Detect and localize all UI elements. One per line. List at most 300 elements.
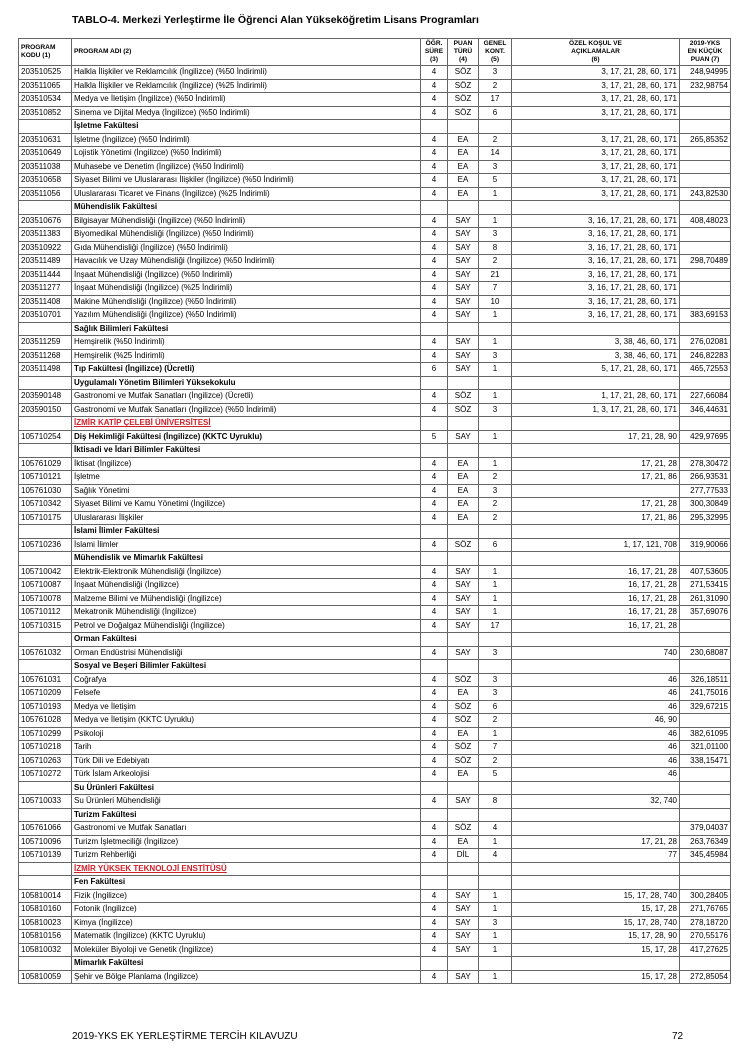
empty-cell <box>448 660 479 674</box>
conditions: 3, 17, 21, 28, 60, 171 <box>512 79 680 93</box>
score-type: SAY <box>448 889 479 903</box>
quota: 3 <box>479 228 512 242</box>
program-duration: 4 <box>421 970 448 984</box>
empty-cell <box>448 376 479 390</box>
program-name: Havacılık ve Uzay Mühendisliği (İngilizce) (%50 İndirimli) <box>72 255 421 269</box>
header-duration: ÖĞR. SÜRE (3) <box>421 39 448 66</box>
program-duration: 4 <box>421 916 448 930</box>
university-name: İZMİR YÜKSEK TEKNOLOJİ ENSTİTÜSÜ <box>72 862 421 876</box>
program-code: 203510922 <box>19 241 72 255</box>
empty-cell <box>448 808 479 822</box>
empty-cell <box>512 201 680 215</box>
conditions: 5, 17, 21, 28, 60, 171 <box>512 363 680 377</box>
min-score <box>680 268 731 282</box>
program-duration: 4 <box>421 282 448 296</box>
score-type: SAY <box>448 268 479 282</box>
program-row <box>19 174 731 188</box>
quota: 2 <box>479 754 512 768</box>
quota: 2 <box>479 79 512 93</box>
empty-cell <box>512 376 680 390</box>
min-score <box>680 768 731 782</box>
program-row <box>19 93 731 107</box>
empty-cell <box>448 525 479 539</box>
quota: 7 <box>479 741 512 755</box>
quota: 1 <box>479 727 512 741</box>
conditions: 3, 17, 21, 28, 60, 171 <box>512 133 680 147</box>
quota: 8 <box>479 795 512 809</box>
program-row <box>19 228 731 242</box>
program-name: Halkla İlişkiler ve Reklamcılık (İngilizce) (%50 İndirimli) <box>72 66 421 80</box>
program-code: 105761032 <box>19 646 72 660</box>
quota: 21 <box>479 268 512 282</box>
conditions: 17, 21, 28, 90 <box>512 430 680 444</box>
empty-cell <box>680 781 731 795</box>
conditions <box>512 484 680 498</box>
program-duration: 4 <box>421 336 448 350</box>
min-score: 383,69153 <box>680 309 731 323</box>
program-row <box>19 889 731 903</box>
conditions: 3, 17, 21, 28, 60, 171 <box>512 106 680 120</box>
faculty-header-row <box>19 201 731 215</box>
program-name: Gastronomi ve Mutfak Sanatları <box>72 822 421 836</box>
score-type: SÖZ <box>448 538 479 552</box>
program-code: 203511408 <box>19 295 72 309</box>
program-row <box>19 484 731 498</box>
program-duration: 4 <box>421 174 448 188</box>
quota: 3 <box>479 687 512 701</box>
program-duration: 4 <box>421 187 448 201</box>
program-name: İnşaat Mühendisliği (İngilizce) (%25 İndirimli) <box>72 282 421 296</box>
program-name: Sinema ve Dijital Medya (İngilizce) (%50 İndirimli) <box>72 106 421 120</box>
min-score: 261,31090 <box>680 592 731 606</box>
quota: 1 <box>479 214 512 228</box>
score-type: SÖZ <box>448 403 479 417</box>
program-code: 203510852 <box>19 106 72 120</box>
conditions: 3, 16, 17, 21, 28, 60, 171 <box>512 241 680 255</box>
program-duration: 4 <box>421 741 448 755</box>
program-duration: 4 <box>421 390 448 404</box>
empty-cell <box>19 120 72 134</box>
quota: 14 <box>479 147 512 161</box>
score-type: SAY <box>448 228 479 242</box>
min-score: 408,48023 <box>680 214 731 228</box>
faculty-name: İşletme Fakültesi <box>72 120 421 134</box>
quota: 7 <box>479 282 512 296</box>
program-duration: 4 <box>421 79 448 93</box>
min-score <box>680 282 731 296</box>
empty-cell <box>448 781 479 795</box>
min-score: 246,82283 <box>680 349 731 363</box>
conditions: 15, 17, 28 <box>512 970 680 984</box>
header-score-type: PUAN TÜRÜ (4) <box>448 39 479 66</box>
faculty-name: İktisadi ve İdari Bilimler Fakültesi <box>72 444 421 458</box>
program-duration: 4 <box>421 295 448 309</box>
program-code: 105710112 <box>19 606 72 620</box>
conditions: 3, 17, 21, 28, 60, 171 <box>512 187 680 201</box>
quota: 2 <box>479 511 512 525</box>
program-name: Bilgisayar Mühendisliği (İngilizce) (%50 İndirimli) <box>72 214 421 228</box>
score-type: SAY <box>448 363 479 377</box>
faculty-name: Mühendislik Fakültesi <box>72 201 421 215</box>
faculty-name: Mühendislik ve Mimarlık Fakültesi <box>72 552 421 566</box>
empty-cell <box>512 552 680 566</box>
empty-cell <box>512 322 680 336</box>
empty-cell <box>680 808 731 822</box>
program-row <box>19 822 731 836</box>
min-score: 300,30849 <box>680 498 731 512</box>
program-code: 105761028 <box>19 714 72 728</box>
empty-cell <box>479 633 512 647</box>
empty-cell <box>680 862 731 876</box>
empty-cell <box>448 444 479 458</box>
min-score <box>680 619 731 633</box>
program-name: Lojistik Yönetimi (İngilizce) (%50 İndirimli) <box>72 147 421 161</box>
empty-cell <box>512 781 680 795</box>
conditions: 3, 16, 17, 21, 28, 60, 171 <box>512 295 680 309</box>
conditions: 17, 21, 28 <box>512 457 680 471</box>
quota: 3 <box>479 646 512 660</box>
faculty-header-row <box>19 633 731 647</box>
program-name: Sağlık Yönetimi <box>72 484 421 498</box>
faculty-name: Mimarlık Fakültesi <box>72 957 421 971</box>
score-type: SAY <box>448 214 479 228</box>
program-name: İşletme (İngilizce) (%50 İndirimli) <box>72 133 421 147</box>
empty-cell <box>19 633 72 647</box>
score-type: SAY <box>448 930 479 944</box>
score-type: SAY <box>448 916 479 930</box>
empty-cell <box>19 781 72 795</box>
footer-guide-title: 2019-YKS EK YERLEŞTİRME TERCİH KILAVUZU <box>72 1031 298 1042</box>
score-type: SAY <box>448 309 479 323</box>
score-type: SAY <box>448 565 479 579</box>
score-type: EA <box>448 687 479 701</box>
empty-cell <box>19 660 72 674</box>
min-score: 230,68087 <box>680 646 731 660</box>
min-score <box>680 93 731 107</box>
empty-cell <box>421 552 448 566</box>
conditions: 3, 16, 17, 21, 28, 60, 171 <box>512 214 680 228</box>
conditions: 740 <box>512 646 680 660</box>
quota: 3 <box>479 916 512 930</box>
score-type: SÖZ <box>448 93 479 107</box>
program-code: 105710209 <box>19 687 72 701</box>
min-score: 248,94995 <box>680 66 731 80</box>
empty-cell <box>421 322 448 336</box>
conditions: 17, 21, 86 <box>512 471 680 485</box>
program-code: 105710042 <box>19 565 72 579</box>
program-row <box>19 457 731 471</box>
program-row <box>19 835 731 849</box>
score-type: SAY <box>448 579 479 593</box>
program-duration: 4 <box>421 403 448 417</box>
quota: 1 <box>479 592 512 606</box>
program-name: Psikoloji <box>72 727 421 741</box>
program-duration: 4 <box>421 93 448 107</box>
program-code: 203511489 <box>19 255 72 269</box>
faculty-name: Turizm Fakültesi <box>72 808 421 822</box>
program-duration: 4 <box>421 66 448 80</box>
min-score: 265,85352 <box>680 133 731 147</box>
program-name: İslami İlimler <box>72 538 421 552</box>
quota: 1 <box>479 970 512 984</box>
program-duration: 4 <box>421 889 448 903</box>
program-name: Malzeme Bilimi ve Mühendisliği (İngilizce) <box>72 592 421 606</box>
program-name: Yazılım Mühendisliği (İngilizce) (%50 İndirimli) <box>72 309 421 323</box>
program-duration: 4 <box>421 700 448 714</box>
empty-cell <box>448 201 479 215</box>
faculty-name: Sağlık Bilimleri Fakültesi <box>72 322 421 336</box>
faculty-header-row <box>19 808 731 822</box>
score-type: EA <box>448 835 479 849</box>
score-type: SÖZ <box>448 390 479 404</box>
program-name: Petrol ve Doğalgaz Mühendisliği (İngilizce) <box>72 619 421 633</box>
program-name: Su Ürünleri Mühendisliği <box>72 795 421 809</box>
program-row <box>19 511 731 525</box>
header-quota: GENEL KONT. (5) <box>479 39 512 66</box>
program-row <box>19 592 731 606</box>
program-row <box>19 241 731 255</box>
empty-cell <box>421 120 448 134</box>
quota: 1 <box>479 903 512 917</box>
min-score <box>680 106 731 120</box>
program-name: Uluslararası İlişkiler <box>72 511 421 525</box>
program-name: Elektrik-Elektronik Mühendisliği (İngilizce) <box>72 565 421 579</box>
page-number: 72 <box>672 1031 684 1042</box>
conditions: 32, 740 <box>512 795 680 809</box>
score-type: SAY <box>448 255 479 269</box>
program-row <box>19 133 731 147</box>
quota: 2 <box>479 714 512 728</box>
conditions: 46 <box>512 741 680 755</box>
conditions: 3, 17, 21, 28, 60, 171 <box>512 160 680 174</box>
conditions: 46 <box>512 687 680 701</box>
program-duration: 4 <box>421 471 448 485</box>
table-body <box>19 66 731 984</box>
program-duration: 4 <box>421 160 448 174</box>
empty-cell <box>680 444 731 458</box>
program-name: Siyaset Bilimi ve Uluslararası İlişkiler (İngilizce) (%50 İndirimli) <box>72 174 421 188</box>
score-type: SAY <box>448 619 479 633</box>
conditions: 3, 16, 17, 21, 28, 60, 171 <box>512 268 680 282</box>
empty-cell <box>479 781 512 795</box>
min-score: 241,75016 <box>680 687 731 701</box>
score-type: EA <box>448 727 479 741</box>
program-code: 203510649 <box>19 147 72 161</box>
empty-cell <box>19 201 72 215</box>
program-name: Gastronomi ve Mutfak Sanatları (İngilizce) (Ücretli) <box>72 390 421 404</box>
conditions: 16, 17, 21, 28 <box>512 619 680 633</box>
program-name: Moleküler Biyoloji ve Genetik (İngilizce) <box>72 943 421 957</box>
program-row <box>19 579 731 593</box>
header-conditions: ÖZEL KOŞUL VE AÇIKLAMALAR (6) <box>512 39 680 66</box>
program-code: 105710299 <box>19 727 72 741</box>
program-duration: 4 <box>421 768 448 782</box>
quota: 1 <box>479 889 512 903</box>
conditions: 46, 90 <box>512 714 680 728</box>
empty-cell <box>479 376 512 390</box>
score-type: SÖZ <box>448 79 479 93</box>
program-code: 203511277 <box>19 282 72 296</box>
program-row <box>19 943 731 957</box>
min-score: 276,02081 <box>680 336 731 350</box>
program-code: 105761031 <box>19 673 72 687</box>
score-type: SAY <box>448 241 479 255</box>
program-row <box>19 147 731 161</box>
empty-cell <box>680 120 731 134</box>
conditions: 1, 17, 21, 28, 60, 171 <box>512 390 680 404</box>
empty-cell <box>421 660 448 674</box>
quota: 2 <box>479 498 512 512</box>
program-code: 105710139 <box>19 849 72 863</box>
quota: 3 <box>479 673 512 687</box>
program-row <box>19 619 731 633</box>
program-code: 105761030 <box>19 484 72 498</box>
min-score: 278,30472 <box>680 457 731 471</box>
program-code: 105810014 <box>19 889 72 903</box>
university-header-row <box>19 862 731 876</box>
program-code: 105710121 <box>19 471 72 485</box>
empty-cell <box>680 525 731 539</box>
faculty-header-row <box>19 120 731 134</box>
program-duration: 4 <box>421 646 448 660</box>
program-name: Tarih <box>72 741 421 755</box>
program-duration: 4 <box>421 592 448 606</box>
program-name: Felsefe <box>72 687 421 701</box>
quota: 6 <box>479 538 512 552</box>
empty-cell <box>448 862 479 876</box>
program-duration: 4 <box>421 457 448 471</box>
empty-cell <box>512 633 680 647</box>
conditions: 15, 17, 28 <box>512 903 680 917</box>
min-score: 232,98754 <box>680 79 731 93</box>
program-code: 105761066 <box>19 822 72 836</box>
conditions: 3, 17, 21, 28, 60, 171 <box>512 147 680 161</box>
empty-cell <box>512 525 680 539</box>
empty-cell <box>19 876 72 890</box>
faculty-name: Su Ürünleri Fakültesi <box>72 781 421 795</box>
score-type: EA <box>448 133 479 147</box>
conditions: 3, 17, 21, 28, 60, 171 <box>512 174 680 188</box>
score-type: SÖZ <box>448 66 479 80</box>
min-score: 417,27625 <box>680 943 731 957</box>
program-code: 203590150 <box>19 403 72 417</box>
program-duration: 4 <box>421 133 448 147</box>
program-name: Kimya (İngilizce) <box>72 916 421 930</box>
score-type: SÖZ <box>448 754 479 768</box>
program-name: Hemşirelik (%25 İndirimli) <box>72 349 421 363</box>
program-code: 203511065 <box>19 79 72 93</box>
faculty-header-row <box>19 781 731 795</box>
program-duration: 4 <box>421 795 448 809</box>
program-row <box>19 714 731 728</box>
score-type: SAY <box>448 903 479 917</box>
conditions: 46 <box>512 673 680 687</box>
program-name: Fizik (İngilizce) <box>72 889 421 903</box>
quota: 3 <box>479 66 512 80</box>
empty-cell <box>512 808 680 822</box>
empty-cell <box>19 417 72 431</box>
program-row <box>19 403 731 417</box>
empty-cell <box>421 957 448 971</box>
empty-cell <box>680 552 731 566</box>
quota: 1 <box>479 336 512 350</box>
conditions: 17, 21, 28 <box>512 835 680 849</box>
empty-cell <box>512 120 680 134</box>
program-duration: 4 <box>421 309 448 323</box>
program-row <box>19 309 731 323</box>
min-score <box>680 160 731 174</box>
program-name: Diş Hekimliği Fakültesi (İngilizce) (KKTC Uyruklu) <box>72 430 421 444</box>
conditions: 16, 17, 21, 28 <box>512 579 680 593</box>
empty-cell <box>479 120 512 134</box>
score-type: SAY <box>448 282 479 296</box>
header-min-score: 2019-YKS EN KÜÇÜK PUAN (7) <box>680 39 731 66</box>
program-code: 203510658 <box>19 174 72 188</box>
program-row <box>19 795 731 809</box>
quota: 4 <box>479 849 512 863</box>
empty-cell <box>680 322 731 336</box>
program-code: 203511268 <box>19 349 72 363</box>
program-name: İnşaat Mühendisliği (İngilizce) <box>72 579 421 593</box>
program-duration: 4 <box>421 228 448 242</box>
score-type: SAY <box>448 970 479 984</box>
program-row <box>19 741 731 755</box>
faculty-header-row <box>19 376 731 390</box>
conditions: 3, 17, 21, 28, 60, 171 <box>512 93 680 107</box>
empty-cell <box>680 957 731 971</box>
empty-cell <box>479 957 512 971</box>
empty-cell <box>19 525 72 539</box>
program-row <box>19 79 731 93</box>
empty-cell <box>421 525 448 539</box>
programs-table <box>18 38 731 984</box>
quota: 1 <box>479 457 512 471</box>
score-type: SAY <box>448 592 479 606</box>
conditions: 15, 17, 28, 740 <box>512 916 680 930</box>
program-name: Fotonik (İngilizce) <box>72 903 421 917</box>
header-program-code: PROGRAM KODU (1) <box>19 39 72 66</box>
header-program-name: PROGRAM ADI (2) <box>72 39 421 66</box>
faculty-header-row <box>19 660 731 674</box>
program-code: 203510676 <box>19 214 72 228</box>
score-type: SÖZ <box>448 673 479 687</box>
university-header-row <box>19 417 731 431</box>
conditions: 16, 17, 21, 28 <box>512 565 680 579</box>
program-code: 105710272 <box>19 768 72 782</box>
program-duration: 4 <box>421 727 448 741</box>
program-row <box>19 390 731 404</box>
min-score <box>680 241 731 255</box>
program-code: 203510525 <box>19 66 72 80</box>
score-type: SAY <box>448 606 479 620</box>
program-duration: 4 <box>421 255 448 269</box>
quota: 10 <box>479 295 512 309</box>
conditions: 3, 16, 17, 21, 28, 60, 171 <box>512 228 680 242</box>
quota: 1 <box>479 930 512 944</box>
quota: 5 <box>479 768 512 782</box>
program-row <box>19 565 731 579</box>
min-score <box>680 174 731 188</box>
score-type: SAY <box>448 646 479 660</box>
empty-cell <box>448 633 479 647</box>
program-name: Tıp Fakültesi (İngilizce) (Ücretli) <box>72 363 421 377</box>
program-duration: 4 <box>421 511 448 525</box>
program-duration: 4 <box>421 714 448 728</box>
program-duration: 4 <box>421 268 448 282</box>
program-duration: 4 <box>421 579 448 593</box>
quota: 17 <box>479 619 512 633</box>
empty-cell <box>512 876 680 890</box>
